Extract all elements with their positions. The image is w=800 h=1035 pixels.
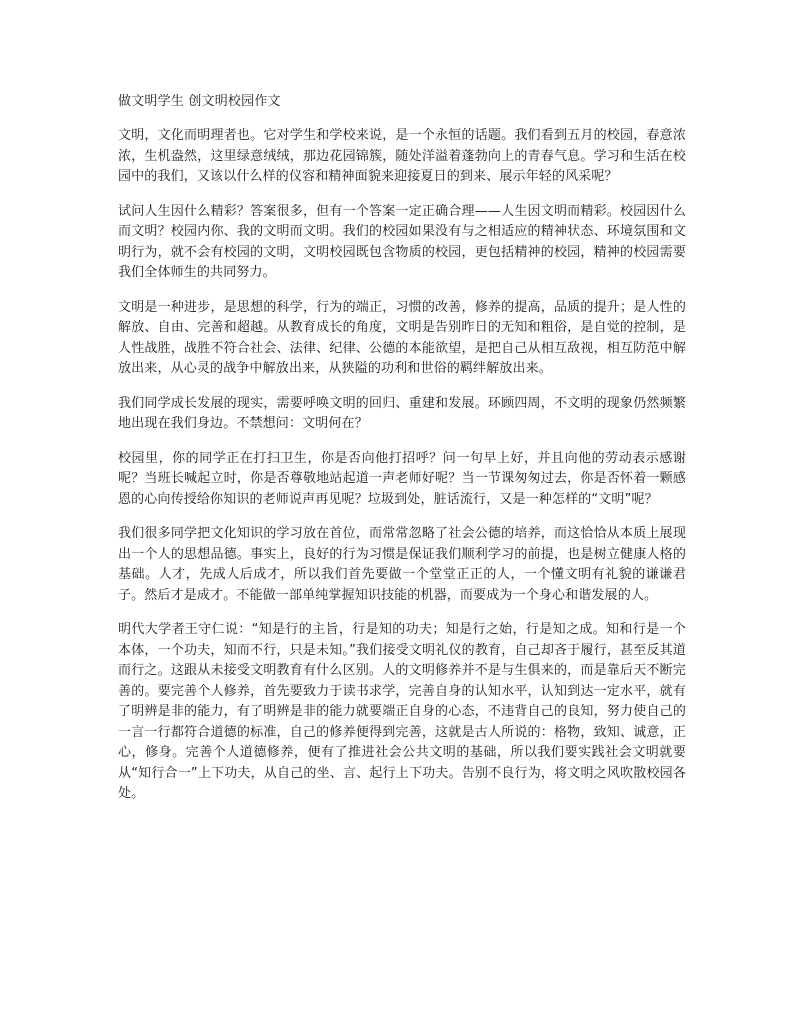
paragraph-2: 试问人生因什么精彩？答案很多，但有一个答案一定正确合理——人生因文明而精彩。校园因什么而文明？校园内你、我的文明而文明。我们的校园如果没有与之相适应的精神状态、环境氛围和文明行为，就不会有校园的文明，文明校园既包含物质的校园，更包括精神的校园，精神的校园需要我们全体师生的共同努力。 <box>118 203 686 280</box>
paragraph-3: 文明是一种进步，是思想的科学，行为的端正，习惯的改善，修养的提高，品质的提升；是人性的解放、自由、完善和超越。从教育成长的角度，文明是告别昨日的无知和粗俗，是自觉的控制，是人性战胜，战胜不符合社会、法律、纪律、公德的本能欲望，是把自己从相互敌视，相互防范中解放出来，从心灵的战争中解放出来，从狭隘的功利和世俗的羁绊解放出来。 <box>118 299 686 376</box>
paragraph-1: 文明，文化而明理者也。它对学生和学校来说，是一个永恒的话题。我们看到五月的校园，春意浓浓，生机盎然，这里绿意绒绒，那边花园锦簇，随处洋溢着蓬勃向上的青春气息。学习和生活在校园中的我们，又该以什么样的仪容和精神面貌来迎接夏日的到来、展示年轻的风采呢？ <box>118 128 686 184</box>
paragraph-4: 我们同学成长发展的现实，需要呼唤文明的回归、重建和发展。环顾四周，不文明的现象仍然频繁地出现在我们身边。不禁想问：文明何在？ <box>118 395 686 431</box>
article-body <box>118 92 686 819</box>
paragraph-7: 明代大学者王守仁说：“知是行的主旨，行是知的功夫；知是行之始，行是知之成。知和行是一个本体，一个功夫，知而不行，只是未知。”我们接受文明礼仪的教育，自己却吝于履行，甚至反其道而行之。这跟从未接受文明教育有什么区别。人的文明修养并不是与生俱来的，而是靠后天不断完善的。要完善个人修养，首先要致力于读书求学，完善自身的认知水平，认知到达一定水平，就有了明辨是非的能力，有了明辨是非的能力就要端正自身的心态，不违背自己的良知，努力使自己的一言一行都符合道德的标准，自己的修养便得到完善，这就是古人所说的：格物，致知、诚意，正心，修身。完善个人道德修养，便有了推进社会公共文明的基础，所以我们要实践社会文明就要从“知行合一”上下功夫，从自己的坐、言、起行上下功夫。告别不良行为，将文明之风吹散校园各处。 <box>118 622 686 801</box>
paragraph-5: 校园里，你的同学正在打扫卫生，你是否向他打招呼？问一句早上好，并且向他的劳动表示感谢呢？当班长喊起立时，你是否尊敬地站起道一声老师好呢？当一节课匆匆过去，你是否怀着一颗感恩的心向传授给你知识的老师说声再见呢？垃圾到处，脏话流行，又是一种怎样的“文明”呢？ <box>118 450 686 507</box>
document-title: 做文明学生 创文明校园作文 <box>118 94 281 109</box>
paragraph-6: 我们很多同学把文化知识的学习放在首位，而常常忽略了社会公德的培养，而这恰恰从本质上展现出一个人的思想品德。事实上，良好的行为习惯是保证我们顺利学习的前提，也是树立健康人格的基础。人才，先成人后成才，所以我们首先要做一个堂堂正正的人，一个懂文明有礼貌的谦谦君子。然后才是成才。不能做一部单纯掌握知识技能的机器，而要成为一个身心和谐发展的人。 <box>118 526 686 603</box>
